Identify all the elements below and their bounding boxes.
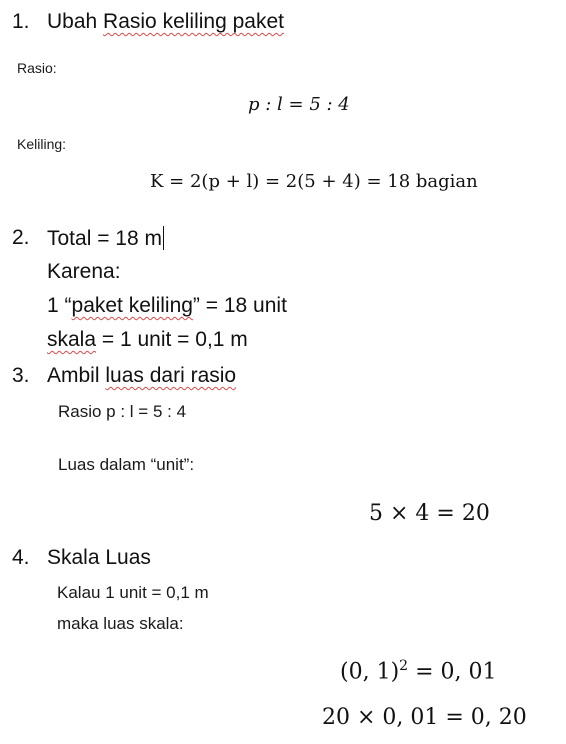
item-1-heading[interactable] — [47, 10, 284, 34]
item-1-heading-text: Ubah — [47, 10, 104, 33]
item-4-number: 4. — [12, 546, 30, 569]
item-3-heading-misspelled[interactable]: luas dari rasio — [105, 364, 237, 387]
item-3-heading[interactable] — [47, 364, 236, 388]
item-1-number: 1. — [12, 10, 30, 33]
item-1-equation-ratio — [248, 94, 350, 115]
item-1-equation-perimeter: K = 2(p + l) = 2(5 + 4) = 18 bagian — [150, 171, 478, 192]
item-4-equation-square-base: (0, 1) — [340, 659, 400, 685]
item-2-scale-misspelled[interactable]: skala — [47, 328, 97, 351]
item-4-equation-square-exponent: 2 — [399, 658, 409, 674]
item-3-heading-text: Ambil — [47, 364, 106, 387]
item-2-number: 2. — [12, 226, 30, 249]
item-2-package-line[interactable] — [47, 294, 287, 318]
text-cursor — [163, 226, 164, 250]
item-2-total-line[interactable] — [47, 226, 164, 251]
item-4-equation-result: 20 × 0, 01 = 0, 20 — [322, 705, 527, 730]
item-1-label-ratio: Rasio: — [17, 60, 57, 76]
item-3-equation-area: 5 × 4 = 20 — [369, 501, 490, 526]
item-2-because: Karena: — [47, 260, 121, 283]
item-3-number: 3. — [12, 364, 30, 387]
item-3-area-units-line: Luas dalam “unit”: — [58, 455, 195, 474]
item-2-package-pre: 1 “ — [47, 294, 72, 317]
item-2-package-misspelled[interactable]: paket keliling — [71, 294, 193, 317]
item-1-equation-ratio-text: p : l = 5 : 4 — [248, 94, 350, 115]
item-1-label-perimeter: Keliling: — [17, 136, 67, 152]
item-4-heading: Skala Luas — [47, 546, 151, 569]
item-2-scale-line[interactable] — [47, 328, 248, 352]
item-3-ratio-line: Rasio p : l = 5 : 4 — [58, 402, 187, 421]
item-2-total-text: Total = 18 m — [47, 227, 162, 250]
item-1-heading-misspelled[interactable]: Rasio keliling paket — [103, 10, 284, 33]
item-4-scale-line: maka luas skala: — [57, 614, 184, 633]
item-4-unit-line: Kalau 1 unit = 0,1 m — [57, 583, 209, 602]
item-4-equation-square-rest: = 0, 01 — [408, 659, 497, 685]
item-2-scale-post: = 1 unit = 0,1 m — [96, 328, 248, 351]
item-2-package-post: ” = 18 unit — [192, 294, 287, 317]
item-4-equation-square — [340, 658, 496, 684]
